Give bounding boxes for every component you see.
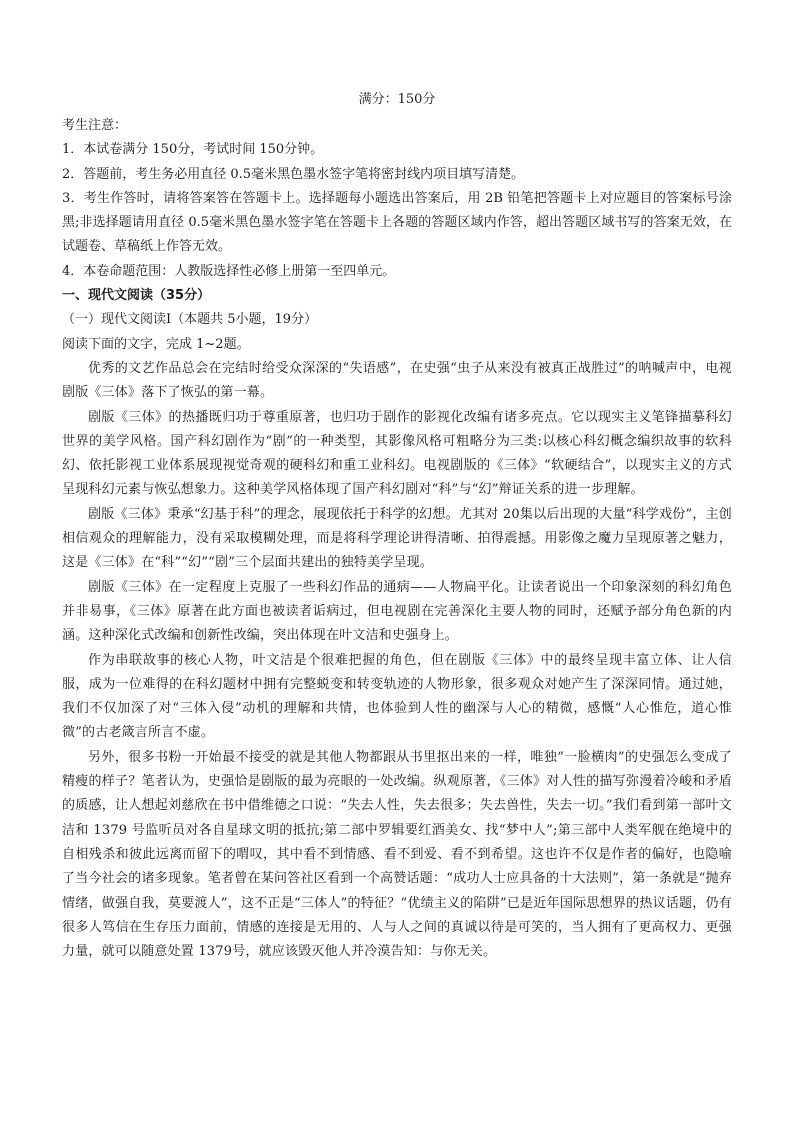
article-paragraph-5: 作为串联故事的核心人物，叶文洁是个很难把握的角色，但在剧版《三体》中的最终呈现丰富立体、让人信服，成为一位难得的在科幻题材中拥有完整蜕变和转变轨迹的人物形象，很多观众对她产生了深深同情。通过她，我们不仅加深了对“三体入侵”动机的理解和共情，也体验到人性的幽深与人心的精微，感慨“人心惟危，道心惟微”的古老箴言所言不虚。 — [62, 652, 732, 741]
notice-item-1: 1．本试卷满分 150分，考试时间 150分钟。 — [62, 142, 324, 158]
notice-item-2: 2．答题前，考生务必用直径 0.5毫米黑色墨水签字笔将密封线内项目填写清楚。 — [62, 166, 525, 182]
exam-page — [62, 88, 732, 964]
notice-item-4: 4．本卷命题范围：人教版选择性必修上册第一至四单元。 — [62, 263, 396, 279]
article-paragraph-1: 优秀的文艺作品总会在完结时给受众深深的“失语感”，在史强“虫子从来没有被真正战胜过”的呐喊声中，电视剧版《三体》落下了恢弘的第一幕。 — [62, 360, 732, 401]
article-paragraph-2: 剧版《三体》的热播既归功于尊重原著，也归功于剧作的影视化改编有诸多亮点。它以现实主义笔锋描摹科幻世界的美学风格。国产科幻剧作为“剧”的一种类型，其影像风格可粗略分为三类:以核心科幻概念编织故事的软科幻、依托影视工业体系展现视觉奇观的硬科幻和重工业科幻。电视剧版的《三体》“软硬结合”，以现实主义的方式呈现科幻元素与恢弘想象力。这种美学风格体现了国产科幻剧对“科”与“幻”辩证关系的进一步理解。 — [62, 409, 732, 498]
article-paragraph-3: 剧版《三体》秉承“幻基于科”的理念，展现依托于科学的幻想。尤其对 20集以后出现的大量“科学戏份”，主创相信观众的理解能力，没有采取模糊处理，而是将科学理论讲得清晰、拍得震撼。用影像之魔力呈现原著之魅力，这是《三体》在“科”“幻”“剧”三个层面共建出的独特美学呈现。 — [62, 506, 732, 571]
article-paragraph-6: 另外，很多书粉一开始最不接受的就是其他人物都跟从书里抠出来的一样，唯独“一脸横肉”的史强怎么变成了精瘦的样子？笔者认为，史强恰是剧版的最为亮眼的一处改编。纵观原著，《三体》对人性的描写弥漫着冷峻和矛盾的质感，让人想起刘慈欣在书中借维德之口说：“失去人性，失去很多；失去兽性，失去一切。”我们看到第一部叶文洁和 1379 号监听员对各自星球文明的抵抗;第二部中罗辑要红酒美女、找“梦中人”;第三部中人类军舰在绝境中的自相残杀和彼此远离而留下的喟叹，其中看不到情感、看不到爱、看不到希望。这也许不仅是作者的偏好，也隐喻了当今社会的诸多现象。笔者曾在某问答社区看到一个高赞话题：“成功人士应具备的十大法则”，第一条就是“抛弃情绪，做强自我，莫要渡人”，这不正是“三体人”的特征？“优绩主义的陷阱”已是近年国际思想界的热议话题，仍有很多人笃信在生存压力面前，情感的连接是无用的、人与人之间的真诚以待是可笑的，当人拥有了更高权力、更强力量，就可以随意处置 1379号，就应该毁灭他人并冷漠告知：与你无关。 — [62, 749, 732, 960]
notice-title: 考生注意： — [62, 118, 128, 133]
section-subtitle: （一）现代文阅读Ⅰ（本题共 5小题，19分） — [62, 312, 318, 328]
article-paragraph-4: 剧版《三体》在一定程度上克服了一些科幻作品的通病——人物扁平化。让读者说出一个印象深刻的科幻角色并非易事，《三体》原著在此方面也被读者诟病过，但电视剧在完善深化主要人物的同时，还赋予部分角色新的内涵。这种深化式改编和创新性改编，突出体现在叶文洁和史强身上。 — [62, 579, 732, 644]
section-title: 一、现代文阅读（35分） — [62, 288, 211, 304]
notice-item-3: 3．考生作答时，请将答案答在答题卡上。选择题每小题选出答案后，用 2B 铅笔把答题卡上对应题目的答案标号涂黑;非选择题请用直径 0.5毫米黑色墨水签字笔在答题卡上各题的答题区域内作答，超出答题区域书写的答案无效，在试题卷、草稿纸上作答无效。 — [62, 190, 732, 255]
full-score: 满分：150分 — [358, 92, 436, 107]
reading-instruction: 阅读下面的文字，完成 1~2题。 — [62, 336, 250, 352]
